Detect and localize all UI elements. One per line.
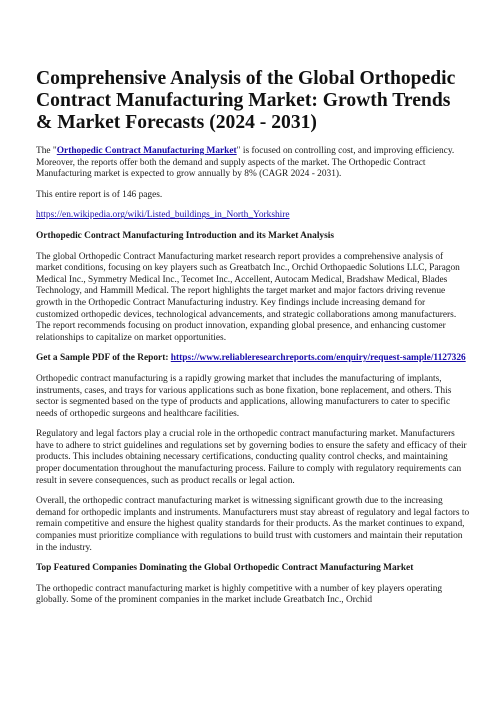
section-heading-top-companies: Top Featured Companies Dominating the Global Orthopedic Contract Manufacturing Market [36,563,414,574]
market-analysis-paragraph: The global Orthopedic Contract Manufacturing market research report provides a comprehensive analysis of market conditions, focusing on key players such as Greatbatch Inc., Orchid Orthopaedic Solutions LLC, Paragon Medical Inc., Symmetry Medical Inc., Tecomet Inc., Accellent, Autocam Medical, Bradshaw Medical, Blades Technology, and Hammill Medical. The report highlights the target market and major factors driving revenue growth in the Orthopedic Contract Manufacturing industry. Key findings include increasing demand for customized orthopedic devices, technological advancements, and strategic collaborations among manufacturers. The report recommends focusing on product innovation, expanding global presence, and enhancing customer relationships to capitalize on market opportunities. [36,251,460,343]
wikipedia-link[interactable]: https://en.wikipedia.org/wiki/Listed_buildings_in_North_Yorkshire [36,210,290,221]
sample-pdf-label: Get a Sample PDF of the Report: [36,353,171,364]
overall-paragraph: Overall, the orthopedic contract manufacturing market is witnessing significant growth due to the increasing demand for orthopedic implants and instruments. Manufacturers must stay abreast of regulatory and legal factors to remain competitive and ensure the highest quality standards for their products. As the market continues to expand, companies must prioritize compliance with regulations to build trust with customers and maintain their reputation in the industry. [36,496,470,553]
section-heading-introduction: Orthopedic Contract Manufacturing Introduction and its Market Analysis [36,230,335,241]
document-title: Comprehensive Analysis of the Global Orthopedic Contract Manufacturing Market: Growth Trends & Market Forecasts (2024 - 2031) [36,68,456,133]
regulatory-paragraph: Regulatory and legal factors play a crucial role in the orthopedic contract manufacturing market. Manufacturers have to adhere to strict guidelines and regulations set by governing bodies to ensure the safety and efficacy of their products. This includes obtaining necessary certifications, conducting quality control checks, and maintaining proper documentation throughout the manufacturing process. Failure to comply with regulatory requirements can result in severe consequences, such as product recalls or legal action. [36,429,467,486]
wiki-paragraph [36,210,470,222]
document-page [36,68,470,616]
pages-note: This entire report is of 146 pages. [36,189,163,200]
top-companies-paragraph: The orthopedic contract manufacturing market is highly competitive with a number of key players operating globally. Some of the prominent companies in the market include Greatbatch Inc., Orchid [36,583,443,606]
intro-prefix: The " [36,146,57,156]
intro-paragraph [36,146,470,181]
market-report-link[interactable]: Orthopedic Contract Manufacturing Market [56,146,237,156]
sample-pdf-link[interactable]: https://www.reliableresearchreports.com/enquiry/request-sample/1127326 [170,353,466,364]
overview-paragraph: Orthopedic contract manufacturing is a rapidly growing market that includes the manufacturing of implants, instruments, cases, and trays for various applications such as bone fixation, bone replacement, and others. This sector is segmented based on the type of products and applications, allowing manufacturers to cater to specific needs of orthopedic surgeons and healthcare facilities. [36,373,452,419]
intro-suffix: " is focused on controlling cost, and improving efficiency. Moreover, the reports offer both the demand and supply aspects of the market. The Orthopedic Contract Manufacturing market is expected to grow annually by 8% (CAGR 2024 - 2031). [36,146,455,180]
sample-pdf-paragraph [36,353,470,365]
